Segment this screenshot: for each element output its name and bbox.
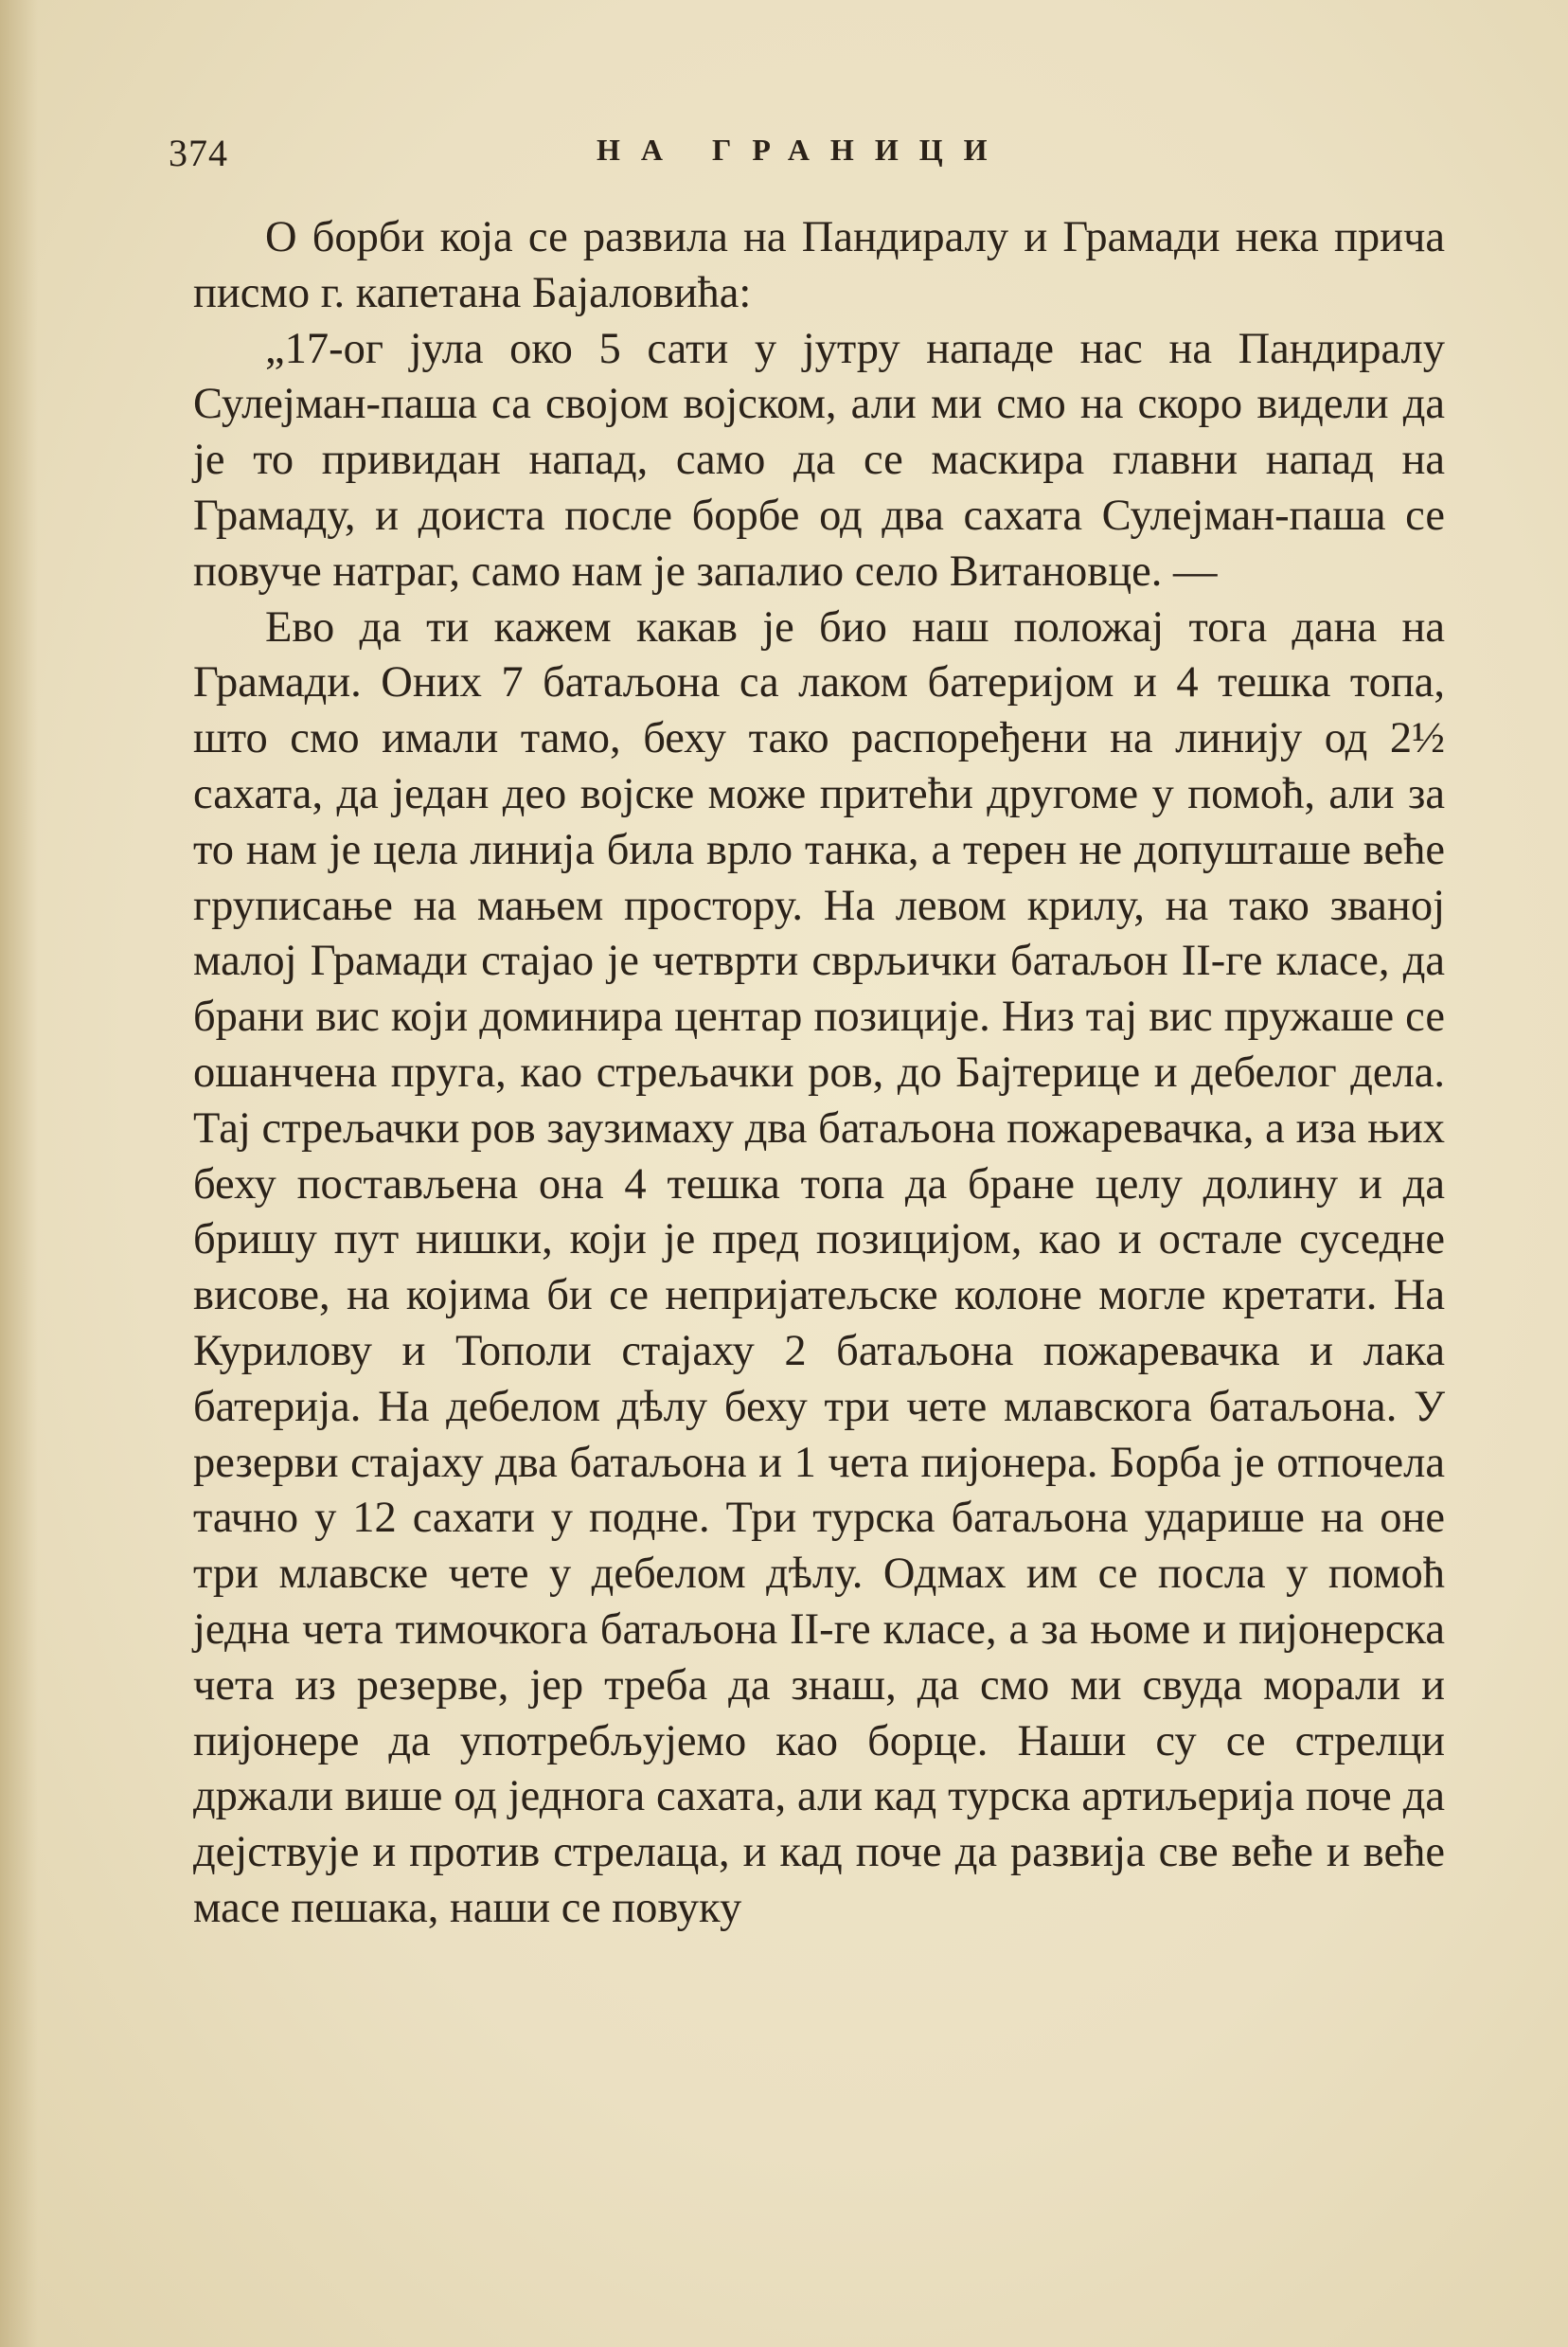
paragraph-letter-opening: „17-ог јула око 5 сати у јутру нападе нас на Пандиралу Сулејман-паша са својом војском, али ми смо на скоро видели да је то привидан напад, само да се маскира главни напад на Грамаду, и доиста после борбе од два сахата Сулејман-паша се повуче натраг, само нам је запалио село Витановце. —: [193, 324, 1445, 596]
body-text: [193, 210, 1445, 1937]
page-number: 374: [169, 132, 228, 174]
page-edge-shadow: [0, 0, 38, 2347]
paragraph-battle-description: Ево да ти кажем какав је био наш положај тога дана на Грамади. Оних 7 батаљона са лаком батеријом и 4 тешка топа, што смо имали тамо, беху тако распоређени на линију од 2½ сахата, да један део војске може притећи другоме у помоћ, али за то нам је цела линија била врло танка, а терен не допушташе веће груписање на мањем простору. На левом крилу, на тако званој малој Грамади стајао је четврти сврљички батаљон II-ге класе, да брани вис који доминира центар позиције. Низ тај вис пружаше се ошанчена пруга, као стрељачки ров, до Бајтерице и дебелог дела. Тај стрељачки ров заузимаху два батаљона пожаревачка, а иза њих беху постављена она 4 тешка топа да бране целу долину и да бришу пут нишки, који је пред позицијом, као и остале суседне висове, на којима би се непријатељске колоне могле кретати. На Курилову и Тополи стајаху 2 батаљона пожаревачка и лака батерија. На дебелом дѣлу беху три чете млавскога батаљона. У резерви стајаху два батаљона и 1 чета пијонера. Борба је отпочела тачно у 12 сахати у подне. Три турска батаљона ударише на оне три млавске чете у дебелом дѣлу. Одмах им се посла у помоћ једна чета тимочкога батаљона II-ге класе, а за њоме и пијонерска чета из резерве, јер треба да знаш, да смо ми свуда морали и пијонере да употребљујемо као борце. Наши су се стрелци држали више од једнога сахата, али кад турска артиљерија поче да дејствује и против стрелаца, и кад поче да развија све веће и веће масе пешака, наши се повуку: [193, 602, 1445, 1932]
running-title: НА ГРАНИЦИ: [597, 133, 1008, 167]
paragraph-intro: О борби која се развила на Пандиралу и Грамади нека прича писмо г. капетана Бајаловића:: [193, 213, 1445, 317]
